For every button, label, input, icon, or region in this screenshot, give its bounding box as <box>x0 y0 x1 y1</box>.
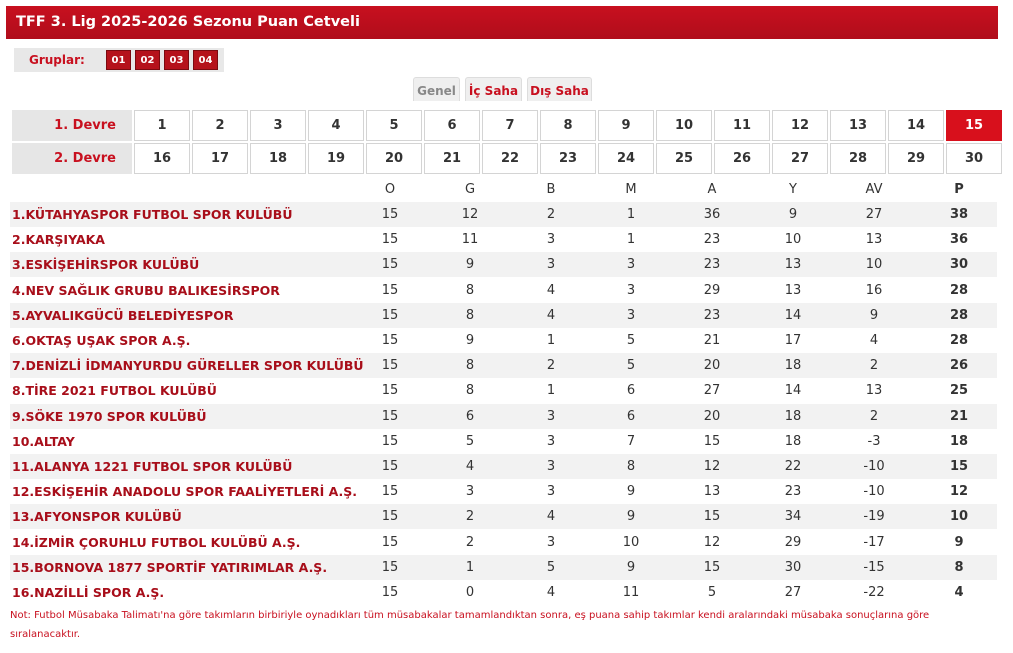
stat-av: -10 <box>863 484 885 500</box>
round-18-button[interactable]: 18 <box>250 143 306 174</box>
round-24-button[interactable]: 24 <box>598 143 654 174</box>
table-row <box>10 353 997 378</box>
stat-av: 27 <box>865 207 883 222</box>
team-name-link[interactable]: 2.KARŞIYAKA <box>12 232 105 248</box>
round-28-button[interactable]: 28 <box>830 143 886 174</box>
stat-g: 8 <box>465 282 475 298</box>
round-1-button[interactable]: 1 <box>134 110 190 141</box>
table-row <box>10 278 997 303</box>
stat-m: 9 <box>626 484 636 500</box>
stat-p: 28 <box>949 282 969 298</box>
stat-p: 8 <box>954 559 964 575</box>
stat-o: 15 <box>381 408 399 424</box>
stat-o: 15 <box>381 585 399 600</box>
stat-a: 13 <box>703 484 721 500</box>
round-12-button[interactable]: 12 <box>772 110 828 141</box>
stat-m: 6 <box>626 383 636 399</box>
stat-y: 13 <box>784 282 802 298</box>
stat-a: 36 <box>703 207 721 222</box>
group-button-02[interactable]: 02 <box>135 50 160 70</box>
table-header <box>10 178 997 202</box>
stat-p: 30 <box>949 257 969 273</box>
stat-o: 15 <box>381 534 399 550</box>
team-name-link[interactable]: 14.İZMİR ÇORUHLU FUTBOL KULÜBÜ A.Ş. <box>12 534 301 550</box>
stat-y: 34 <box>784 509 802 525</box>
stat-a: 20 <box>703 408 721 424</box>
stat-o: 15 <box>381 333 399 348</box>
stat-a: 23 <box>703 257 721 273</box>
table-row <box>10 530 997 555</box>
round-19-button[interactable]: 19 <box>308 143 364 174</box>
stat-b: 3 <box>546 433 556 449</box>
stat-y: 18 <box>784 408 802 424</box>
stat-m: 1 <box>626 207 636 222</box>
stat-o: 15 <box>381 459 399 474</box>
round-16-button[interactable]: 16 <box>134 143 190 174</box>
round-25-button[interactable]: 25 <box>656 143 712 174</box>
stat-b: 4 <box>546 509 556 525</box>
team-name-link[interactable]: 8.TİRE 2021 FUTBOL KULÜBÜ <box>12 383 217 399</box>
round-30-button[interactable]: 30 <box>946 143 1002 174</box>
stat-av: 10 <box>865 257 883 273</box>
stat-g: 2 <box>465 509 475 525</box>
stat-g: 4 <box>465 459 475 474</box>
round-22-button[interactable]: 22 <box>482 143 538 174</box>
stat-av: -17 <box>863 534 885 550</box>
stat-p: 25 <box>949 383 969 399</box>
stat-av: -15 <box>863 559 885 575</box>
stat-p: 18 <box>949 433 969 449</box>
team-name-link[interactable]: 3.ESKİŞEHİRSPOR KULÜBÜ <box>12 257 200 273</box>
stat-p: 28 <box>949 307 969 323</box>
group-button-04[interactable]: 04 <box>193 50 218 70</box>
stat-a: 15 <box>703 559 721 575</box>
table-row <box>10 303 997 328</box>
header-p: P <box>954 182 964 197</box>
stat-m: 1 <box>626 232 636 248</box>
stat-b: 3 <box>546 408 556 424</box>
stat-g: 0 <box>465 585 475 600</box>
team-name-link[interactable]: 4.NEV SAĞLIK GRUBU BALIKESİRSPOR <box>12 282 280 298</box>
round-2-button[interactable]: 2 <box>192 110 248 141</box>
stat-g: 1 <box>465 559 475 575</box>
stat-m: 9 <box>626 559 636 575</box>
round-4-button[interactable]: 4 <box>308 110 364 141</box>
second-half-label: 2. Devre <box>12 143 132 174</box>
stat-p: 36 <box>949 232 969 248</box>
stat-av: 2 <box>869 358 879 374</box>
stat-av: 13 <box>865 232 883 248</box>
stat-p: 4 <box>954 585 964 600</box>
header-o: O <box>384 182 396 197</box>
table-row <box>10 555 997 580</box>
stat-p: 28 <box>949 333 969 348</box>
round-13-button[interactable]: 13 <box>830 110 886 141</box>
table-row <box>10 404 997 429</box>
stat-g: 3 <box>465 484 475 500</box>
table-row <box>10 429 997 454</box>
stat-m: 8 <box>626 459 636 474</box>
stat-av: 16 <box>865 282 883 298</box>
team-name-link[interactable]: 13.AFYONSPOR KULÜBÜ <box>12 509 182 525</box>
stat-b: 3 <box>546 459 556 474</box>
header-b: B <box>546 182 556 197</box>
stat-a: 12 <box>703 534 721 550</box>
stat-m: 3 <box>626 282 636 298</box>
stat-y: 18 <box>784 433 802 449</box>
stat-g: 8 <box>465 307 475 323</box>
page-title: TFF 3. Lig 2025-2026 Sezonu Puan Cetveli <box>6 6 998 39</box>
group-button-01[interactable]: 01 <box>106 50 131 70</box>
stat-a: 23 <box>703 232 721 248</box>
stat-o: 15 <box>381 232 399 248</box>
stat-b: 3 <box>546 484 556 500</box>
round-6-button[interactable]: 6 <box>424 110 480 141</box>
stat-b: 5 <box>546 559 556 575</box>
stat-p: 26 <box>949 358 969 374</box>
stat-m: 10 <box>622 534 640 550</box>
stat-p: 9 <box>954 534 964 550</box>
header-y: Y <box>789 182 797 197</box>
header-a: A <box>707 182 717 197</box>
stat-p: 15 <box>949 459 969 474</box>
round-5-button[interactable]: 5 <box>366 110 422 141</box>
stat-a: 15 <box>703 433 721 449</box>
stat-o: 15 <box>381 383 399 399</box>
stat-av: -10 <box>863 459 885 474</box>
round-17-button[interactable]: 17 <box>192 143 248 174</box>
stat-y: 9 <box>788 207 798 222</box>
stat-g: 9 <box>465 257 475 273</box>
round-14-button[interactable]: 14 <box>888 110 944 141</box>
stat-m: 9 <box>626 509 636 525</box>
stat-g: 8 <box>465 383 475 399</box>
stat-y: 22 <box>784 459 802 474</box>
table-row <box>10 328 997 353</box>
stat-y: 27 <box>784 585 802 600</box>
table-row <box>10 580 997 605</box>
group-button-03[interactable]: 03 <box>164 50 189 70</box>
table-row <box>10 479 997 504</box>
stat-a: 27 <box>703 383 721 399</box>
round-11-button[interactable]: 11 <box>714 110 770 141</box>
stat-b: 1 <box>546 383 556 399</box>
stat-y: 10 <box>784 232 802 248</box>
groups-bar <box>14 48 224 72</box>
stat-b: 1 <box>546 333 556 348</box>
stat-b: 4 <box>546 282 556 298</box>
stat-m: 11 <box>622 585 640 600</box>
stat-m: 7 <box>626 433 636 449</box>
round-7-button[interactable]: 7 <box>482 110 538 141</box>
stat-o: 15 <box>381 358 399 374</box>
round-29-button[interactable]: 29 <box>888 143 944 174</box>
round-3-button[interactable]: 3 <box>250 110 306 141</box>
stat-b: 2 <box>546 207 556 222</box>
table-row <box>10 454 997 479</box>
header-g: G <box>464 182 476 197</box>
stat-o: 15 <box>381 559 399 575</box>
round-21-button[interactable]: 21 <box>424 143 480 174</box>
stat-y: 30 <box>784 559 802 575</box>
stat-m: 5 <box>626 358 636 374</box>
stat-m: 5 <box>626 333 636 348</box>
table-row <box>10 227 997 252</box>
stat-y: 13 <box>784 257 802 273</box>
round-23-button[interactable]: 23 <box>540 143 596 174</box>
stat-y: 14 <box>784 307 802 323</box>
team-name-link[interactable]: 5.AYVALIKGÜCÜ BELEDİYESPOR <box>12 307 234 323</box>
stat-b: 3 <box>546 232 556 248</box>
stat-y: 14 <box>784 383 802 399</box>
tiebreak-note: Not: Futbol Müsabaka Talimatı'na göre takımların birbiriyle oynadıkları tüm müsabakalar tamamlandıktan sonra, eş puana sahip takımlar kendi aralarındaki müsabaka sonuçlarına göre sıralanacaktır. <box>10 610 930 640</box>
team-name-link[interactable]: 10.ALTAY <box>12 433 75 449</box>
stat-o: 15 <box>381 207 399 222</box>
stat-a: 29 <box>703 282 721 298</box>
stat-p: 12 <box>949 484 969 500</box>
stat-m: 6 <box>626 408 636 424</box>
stat-b: 4 <box>546 585 556 600</box>
stat-a: 15 <box>703 509 721 525</box>
stat-p: 10 <box>949 509 969 525</box>
stat-av: 9 <box>869 307 879 323</box>
team-name-link[interactable]: 7.DENİZLİ İDMANYURDU GÜRELLER SPOR KULÜBÜ <box>12 358 364 374</box>
header-m: M <box>625 182 637 197</box>
stat-y: 29 <box>784 534 802 550</box>
stat-a: 12 <box>703 459 721 474</box>
header-av: AV <box>865 182 883 197</box>
stat-a: 21 <box>703 333 721 348</box>
team-name-link[interactable]: 6.OKTAŞ UŞAK SPOR A.Ş. <box>12 333 191 348</box>
stat-b: 2 <box>546 358 556 374</box>
stat-g: 2 <box>465 534 475 550</box>
round-8-button[interactable]: 8 <box>540 110 596 141</box>
team-name-link[interactable]: 11.ALANYA 1221 FUTBOL SPOR KULÜBÜ <box>12 459 293 474</box>
team-name-link[interactable]: 15.BORNOVA 1877 SPORTİF YATIRIMLAR A.Ş. <box>12 559 328 575</box>
round-10-button[interactable]: 10 <box>656 110 712 141</box>
stat-o: 15 <box>381 509 399 525</box>
round-9-button[interactable]: 9 <box>598 110 654 141</box>
stat-av: 13 <box>865 383 883 399</box>
table-row <box>10 504 997 529</box>
stat-o: 15 <box>381 282 399 298</box>
stat-av: 4 <box>869 333 879 348</box>
team-name-link[interactable]: 9.SÖKE 1970 SPOR KULÜBÜ <box>12 408 207 424</box>
round-15-button[interactable]: 15 <box>946 110 1002 141</box>
stat-m: 3 <box>626 257 636 273</box>
stat-av: -19 <box>863 509 885 525</box>
stat-g: 11 <box>461 232 479 248</box>
round-20-button[interactable]: 20 <box>366 143 422 174</box>
stat-av: -3 <box>867 433 881 449</box>
stat-y: 18 <box>784 358 802 374</box>
stat-g: 9 <box>465 333 475 348</box>
stat-g: 6 <box>465 408 475 424</box>
stat-a: 20 <box>703 358 721 374</box>
stat-y: 23 <box>784 484 802 500</box>
stat-o: 15 <box>381 484 399 500</box>
tab-genel[interactable]: Genel <box>413 77 460 101</box>
team-name-link[interactable]: 1.KÜTAHYASPOR FUTBOL SPOR KULÜBÜ <box>12 207 293 222</box>
stat-av: 2 <box>869 408 879 424</box>
stat-g: 8 <box>465 358 475 374</box>
team-name-link[interactable]: 16.NAZİLLİ SPOR A.Ş. <box>12 585 165 600</box>
stat-b: 3 <box>546 257 556 273</box>
stat-o: 15 <box>381 307 399 323</box>
stat-a: 23 <box>703 307 721 323</box>
stat-g: 12 <box>461 207 479 222</box>
table-row <box>10 202 997 227</box>
tab-ic-saha[interactable]: İç Saha <box>465 77 522 101</box>
tab-dis-saha[interactable]: Dış Saha <box>527 77 592 101</box>
stat-m: 3 <box>626 307 636 323</box>
stat-o: 15 <box>381 433 399 449</box>
stat-a: 5 <box>707 585 717 600</box>
stat-b: 3 <box>546 534 556 550</box>
table-row <box>10 378 997 403</box>
stat-g: 5 <box>465 433 475 449</box>
stat-av: -22 <box>863 585 885 600</box>
round-26-button[interactable]: 26 <box>714 143 770 174</box>
stat-p: 38 <box>949 207 969 222</box>
stat-b: 4 <box>546 307 556 323</box>
stat-y: 17 <box>784 333 802 348</box>
table-row <box>10 252 997 277</box>
stat-p: 21 <box>949 408 969 424</box>
stat-o: 15 <box>381 257 399 273</box>
first-half-label: 1. Devre <box>12 110 132 141</box>
round-27-button[interactable]: 27 <box>772 143 828 174</box>
groups-label: Gruplar: <box>29 53 85 67</box>
team-name-link[interactable]: 12.ESKİŞEHİR ANADOLU SPOR FAALİYETLERİ A.Ş. <box>12 484 357 500</box>
